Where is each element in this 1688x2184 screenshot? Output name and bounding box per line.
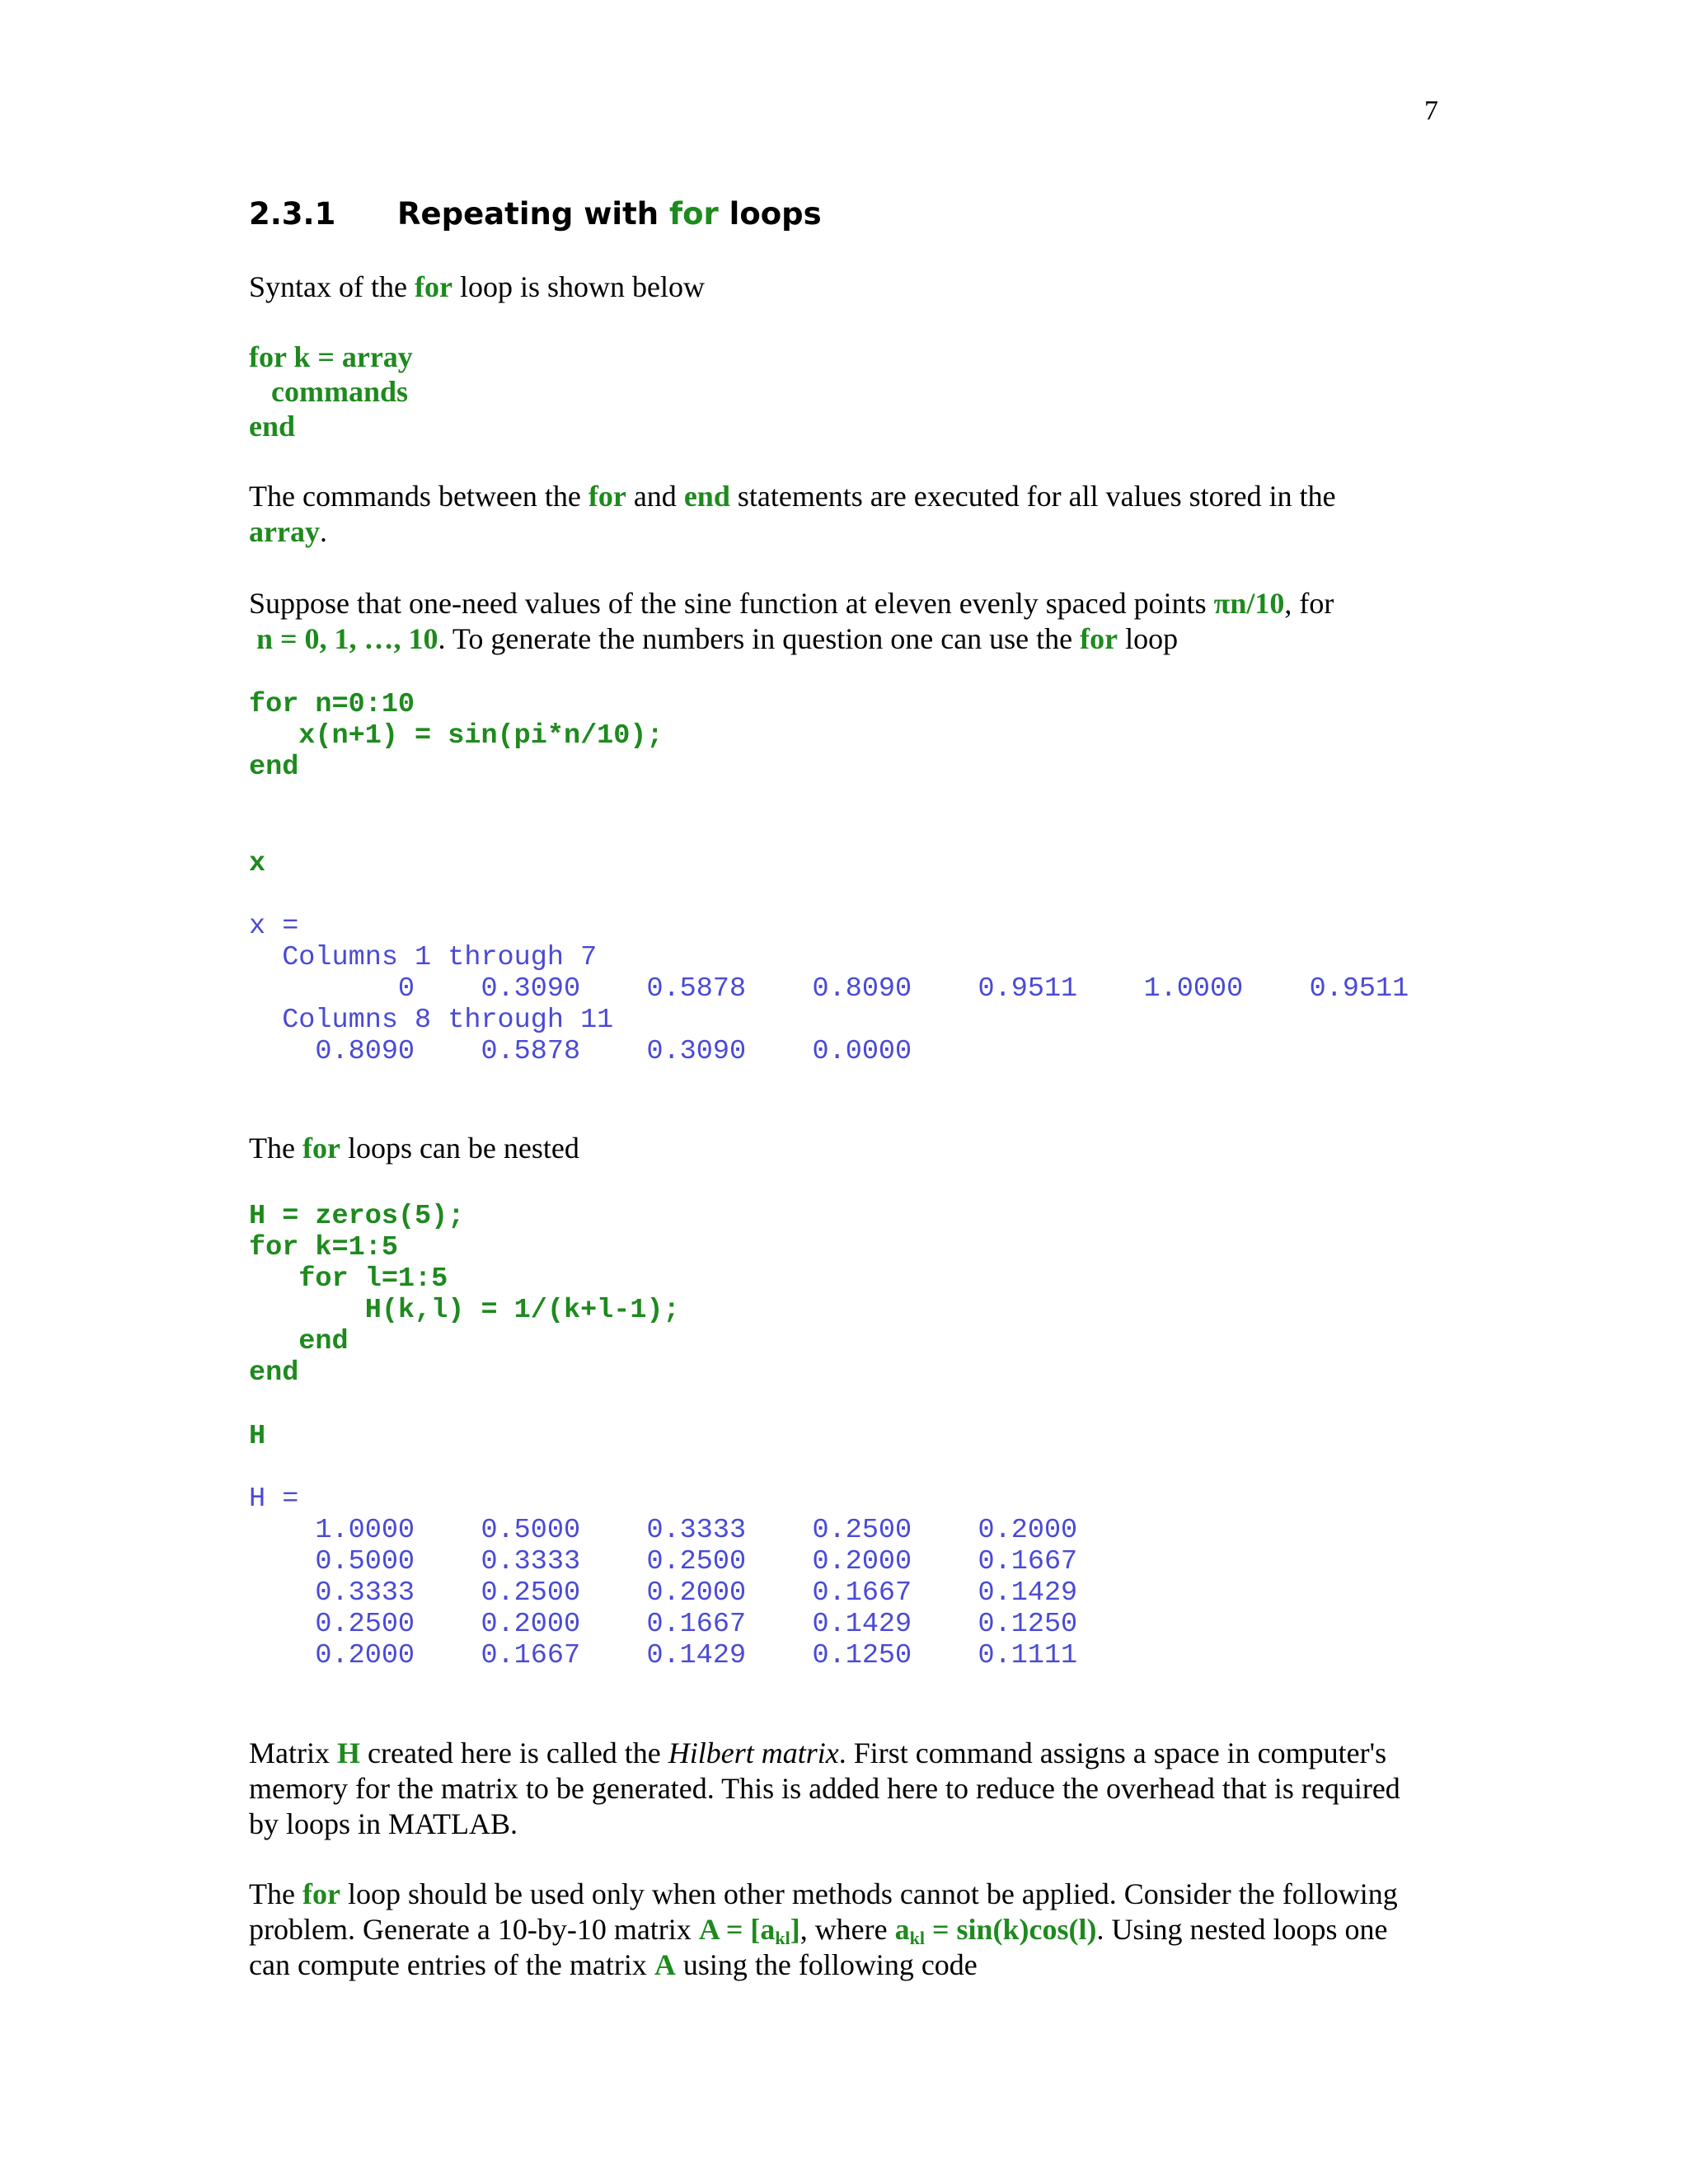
syntax-line: commands xyxy=(249,375,409,408)
paragraph-for-caution: The for loop should be used only when other methods cannot be applied. Consider the following problem. Generate a 10-by-10 matrix $A = [a_{kl}]$, where $a_{kl} = \sin(k)\cos(l)$. Using nested loops one can compute entries of the matrix A using the following code xyxy=(249,1877,1398,1981)
output-line: 1.0000 0.5000 0.3333 0.2500 0.2000 xyxy=(249,1515,1078,1546)
paragraph-nested: The for loops can be nested xyxy=(249,1132,579,1165)
code-line: for n=0:10 xyxy=(249,689,415,720)
code-line: end xyxy=(249,752,299,783)
output-line: Columns 1 through 7 xyxy=(249,942,598,973)
code-line: for k=1:5 xyxy=(249,1232,398,1263)
paragraph-hilbert: Matrix H created here is called the Hilbert matrix. First command assigns a space in computer's memory for the matrix to be generated. This is added here to reduce the overhead that is required by loops in MATLAB. xyxy=(249,1736,1400,1840)
code-line: end xyxy=(249,1357,299,1389)
section-title: Repeating with for loops xyxy=(397,196,822,232)
output-line: Columns 8 through 11 xyxy=(249,1005,614,1036)
output-line: 0.2000 0.1667 0.1429 0.1250 0.1111 xyxy=(249,1640,1078,1671)
paragraph-for-end: The commands between the for and end statements are executed for all values stored in the array. xyxy=(249,480,1336,548)
syntax-line: for k = array xyxy=(249,340,413,373)
command-h: H xyxy=(249,1421,266,1452)
output-line: 0 0.3090 0.5878 0.8090 0.9511 1.0000 0.9511 xyxy=(249,973,1409,1005)
code-line: H = zeros(5); xyxy=(249,1201,465,1232)
output-h xyxy=(249,1483,1077,1671)
output-line: H = xyxy=(249,1483,299,1515)
code-line: H(k,l) = 1/(k+l-1); xyxy=(249,1295,680,1326)
output-line: 0.8090 0.5878 0.3090 0.0000 xyxy=(249,1036,912,1067)
page-number: 7 xyxy=(1424,96,1438,126)
output-line: 0.2500 0.2000 0.1667 0.1429 0.1250 xyxy=(249,1609,1078,1640)
paragraph-syntax-intro: Syntax of the for loop is shown below xyxy=(249,270,705,303)
paragraph-sine-example: Suppose that one-need values of the sine function at eleven evenly spaced points πn/10, for n = 0, 1, …, 10. To generate the numbers in question one can use the for loop xyxy=(249,587,1334,655)
syntax-block xyxy=(249,340,1436,443)
command-x: x xyxy=(249,848,266,879)
output-x xyxy=(249,911,1409,1067)
section-number: 2.3.1 xyxy=(249,196,336,232)
code-line: for l=1:5 xyxy=(249,1263,448,1295)
output-line: x = xyxy=(249,911,299,942)
code-line: x(n+1) = sin(pi*n/10); xyxy=(249,720,663,752)
code-line: end xyxy=(249,1326,349,1357)
code-block-hilbert xyxy=(249,1201,680,1389)
code-block-sine xyxy=(249,689,663,783)
syntax-line: end xyxy=(249,410,296,443)
output-line: 0.3333 0.2500 0.2000 0.1667 0.1429 xyxy=(249,1577,1078,1609)
output-line: 0.5000 0.3333 0.2500 0.2000 0.1667 xyxy=(249,1546,1078,1577)
